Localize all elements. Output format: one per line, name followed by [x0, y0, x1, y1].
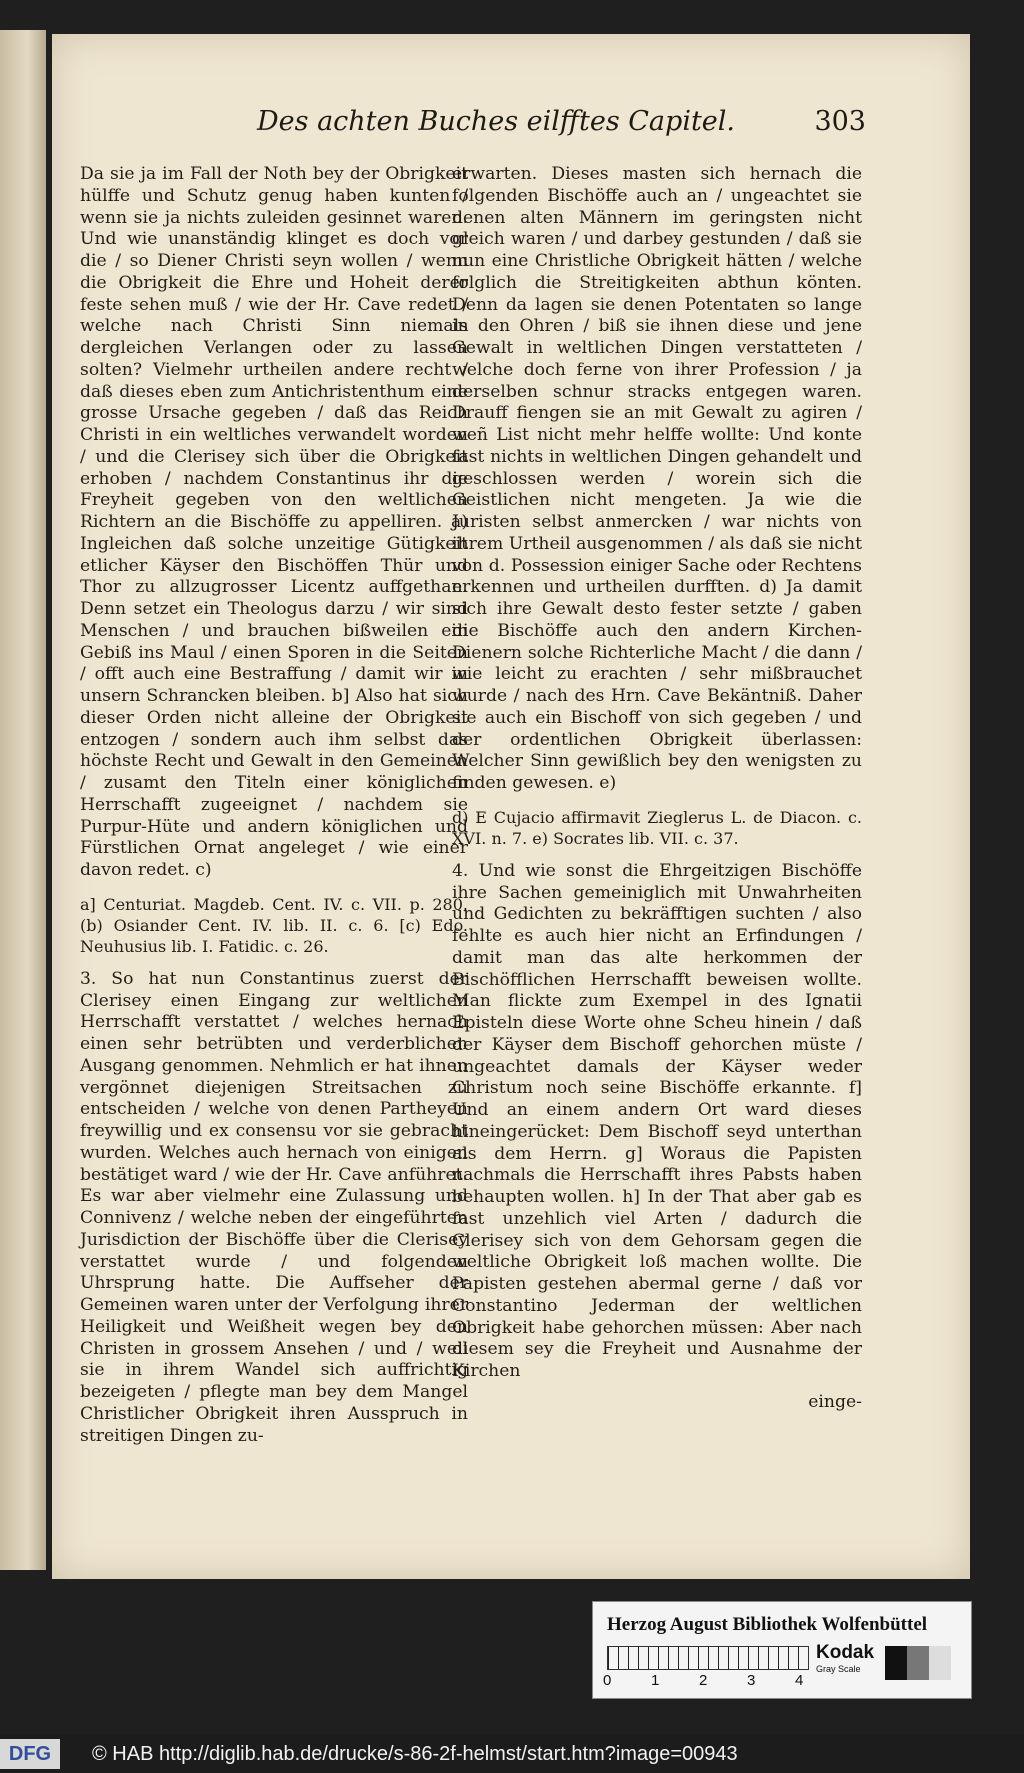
footnote: d) E Cujacio affirmavit Zieglerus L. de Diacon. c. XVI. n. 7. e) Socrates lib. VII. c. 37.	[452, 807, 862, 848]
scale-label: 0	[603, 1672, 612, 1689]
catchword: einge-	[808, 1391, 862, 1412]
gray-swatch-black	[885, 1646, 907, 1680]
footer-bar	[0, 1735, 1024, 1773]
adjacent-page-edge	[0, 30, 46, 1570]
dfg-logo: DFG	[0, 1739, 60, 1769]
left-column	[80, 164, 468, 1456]
kodak-logo: Kodak	[816, 1642, 875, 1663]
scale-label: 4	[795, 1672, 804, 1689]
paragraph: Da sie ja im Fall der Noth bey der Obrigkeit hülffe und Schutz genug haben kunten / wenn sie ja nichts zuleiden gesinnet waren. Und wie unanständig klinget es doch vor die / so Diener Christi seyn wollen / wenn die Obrigkeit die Ehre und Hoheit derer feste sehen muß / wie der Hr. Cave redet / welche nach Christi Sinn niemals dergleichen Verlangen oder zu lassen solten? Vielmehr urtheilen andere recht / daß dieses eben zum Antichristenthum eine grosse Ursache gegeben / daß das Reich Christi in ein weltliches verwandelt worden / und die Clerisey sich über die Obrigkeit erhoben / nachdem Constantinus ihr die Freyheit gegeben von den weltlichen Richtern an die Bischöffe zu appelliren. a) Ingleichen daß solche unzeitige Gütigkeit etlicher Käyser den Bischöffen Thür und Thor zu allzugrosser Licentz auffgethan. Denn setzet ein Theologus darzu / wir sind Menschen / und brauchen bißweilen ein Gebiß ins Maul / einen Sporen in die Seiten / offt auch eine Bestraffung / damit wir in unsern Schrancken bleiben. b] Also hat sich dieser Orden nicht alleine der Obrigkeit entzogen / sondern auch ihm selbst das höchste Recht und Gewalt in den Gemeinen / zusamt den Titeln einer königlichen Herrschafft zugeeignet / nachdem sie Purpur-Hüte und andern königlichen und Fürstlichen Ornat angeleget / wie einer davon redet. c)	[80, 164, 468, 880]
paragraph: 4. Und wie sonst die Ehrgeitzigen Bischöffe ihre Sachen gemeiniglich mit Unwahrheiten und Gedichten zu bekräfftigen suchten / also fehlte es auch hier nicht an Erfindungen / damit man das alte herkommen der Bischöfflichen Herrschafft beweisen wollte. Man flickte zum Exempel in des Ignatii Episteln diese Worte ohne Scheu hinein / daß der Käyser dem Bischoff gehorchen müste / ungeachtet damals der Käyser weder Christum noch seine Bischöffe erkannte. f] Und an einem andern Ort ward dieses hineingerücket: Dem Bischoff seyd unterthan als dem Herrn. g] Woraus die Papisten nachmals die Herrschafft ihres Pabsts haben behaupten wollen. h] In der That aber gab es fast unzehlich viel Arten / dadurch die Clerisey sich von dem Gehorsam gegen die weltliche Obrigkeit loß machen wollte. Die Papisten gestehen abermal gerne / daß vor Constantino Jederman der weltlichen Obrigkeit habe gehorchen müssen: Aber nach diesem sey die Freyheit und Ausnahme der Kirchen	[452, 860, 862, 1381]
page-number: 303	[814, 106, 866, 137]
paragraph: 3. So hat nun Constantinus zuerst der Clerisey einen Eingang zur weltlichen Herrschafft verstattet / welches hernach einen sehr betrübten und verderblichen Ausgang genommen. Nehmlich er hat ihnen vergönnet diejenigen Streitsachen zu entscheiden / welche von denen Partheyen freywillig und ex consensu vor sie gebracht wurden. Welches auch hernach von einigen bestätiget ward / wie der Hr. Cave anführet. Es war aber vielmehr eine Zulassung und Connivenz / welche neben der eingeführten Jurisdiction der Bischöffe über die Clerisey verstattet wurde / und folgenden Uhrsprung hatte. Die Auffseher der Gemeinen waren unter der Verfolgung ihrer Heiligkeit und Weißheit wegen bey den Christen in grossem Ansehen / und / weil sie in ihrem Wandel sich auffrichtig bezeigeten / pflegte man bey dem Mangel Christlicher Obrigkeit ihren Ausspruch in streitigen Dingen zu-	[80, 968, 468, 1446]
running-title: Des achten Buches eilfftes Capitel.	[257, 106, 735, 137]
gray-scale-label: Gray Scale	[816, 1664, 861, 1674]
footnote: a] Centuriat. Magdeb. Cent. IV. c. VII. p. 280. (b) Osiander Cent. IV. lib. II. c. 6. [c) Edo. Neuhusius lib. I. Fatidic. c. 26.	[80, 894, 468, 956]
scale-label: 3	[747, 1672, 756, 1689]
gray-swatch-light	[929, 1646, 951, 1680]
gray-swatch-mid	[907, 1646, 929, 1680]
page-header	[52, 106, 970, 156]
scale-label: 1	[651, 1672, 660, 1689]
measurement-ruler	[607, 1646, 809, 1670]
scale-label: 2	[699, 1672, 708, 1689]
library-name: Herzog August Bibliothek Wolfenbüttel	[607, 1614, 928, 1635]
paragraph: erwarten. Dieses masten sich hernach die folgenden Bischöffe auch an / ungeachtet sie denen alten Männern im geringsten nicht gleich waren / und darbey gestunden / daß sie nun eine Christliche Obrigkeit hätten / welche folglich die Streitigkeiten abthun könten. Denn da lagen sie denen Potentaten so lange in den Ohren / biß sie ihnen diese und jene Gewalt in weltlichen Dingen verstatteten / welche doch ferne von ihrer Profession / ja derselben schnur stracks entgegen waren. Drauff fiengen sie an mit Gewalt zu agiren / weñ List nicht mehr helffe wollte: Und konte fast nichts in weltlichen Dingen gehandelt und geschlossen werden / worein sich die Geistlichen nicht mengeten. Ja wie die Juristen selbst anmercken / war nichts von ihrem Urtheil ausgenommen / als daß sie nicht von d. Possession einiger Sache oder Rechtens erkennen und urtheilen durfften. d) Ja damit sich ihre Gewalt desto fester setzte / gaben die Bischöffe auch den andern Kirchen-Dienern solche Richterliche Macht / die dann / wie leicht zu erachten / sehr mißbrauchet wurde / nach des Hrn. Cave Bekäntniß. Daher sie auch ein Bischoff von sich gegeben / und der ordentlichen Obrigkeit überlassen: Welcher Sinn gewißlich bey den wenigsten zu finden gewesen. e)	[452, 164, 862, 793]
color-calibration-target	[592, 1601, 972, 1699]
credit-link[interactable]: © HAB http://diglib.hab.de/drucke/s-86-2f-helmst/start.htm?image=00943	[92, 1743, 738, 1765]
right-column	[452, 164, 862, 1414]
book-page	[52, 34, 970, 1579]
